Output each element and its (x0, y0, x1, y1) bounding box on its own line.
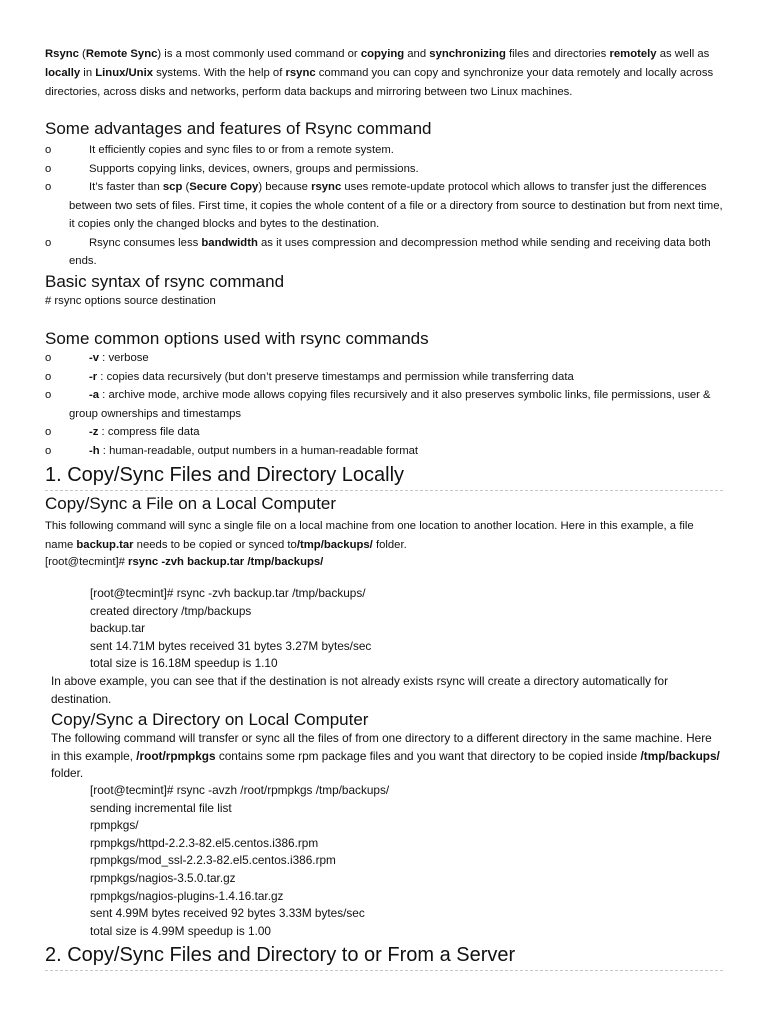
section1-divider (45, 490, 723, 491)
list-item: o -v : verbose (45, 349, 725, 368)
options-heading: Some common options used with rsync commands (45, 329, 429, 348)
code-line: sent 14.71M bytes received 31 bytes 3.27M bytes/sec (90, 638, 372, 653)
section1-sub1-heading: Copy/Sync a File on a Local Computer (45, 494, 337, 513)
code-output-1 (90, 585, 710, 673)
list-item: o Supports copying links, devices, owners, groups and permissions. (45, 160, 725, 179)
list-item: o -r : copies data recursively (but don’t preserve timestamps and permission while transferring data (45, 368, 725, 387)
bullet-icon: o (45, 426, 52, 438)
bullet-icon: o (45, 370, 52, 383)
code-line: [root@tecmint]# rsync -avzh /root/rpmpkgs /tmp/backups/ (90, 783, 390, 797)
syntax-heading: Basic syntax of rsync command (45, 272, 285, 291)
bullet-icon: o (45, 236, 52, 249)
list-item: o -z : compress file data (45, 423, 725, 442)
code-line: rpmpkgs/nagios-plugins-1.4.16.tar.gz (90, 888, 284, 903)
code-line: rpmpkgs/httpd-2.2.3-82.el5.centos.i386.rpm (90, 835, 319, 850)
section1-desc2: The following command will transfer or sync all the files of from one directory to a different directory in the same machine. Here in this example, /root/rpmpkgs contains some rpm package files and you want that directory to be copied inside /tmp/backups/ folder. (51, 731, 720, 781)
list-item: o It efficiently copies and sync files to or from a remote system. (45, 141, 725, 160)
code-line: total size is 16.18M speedup is 1.10 (90, 656, 278, 671)
code-line: rpmpkgs/ (90, 818, 139, 833)
bullet-icon: o (45, 162, 52, 175)
code-line: rpmpkgs/nagios-3.5.0.tar.gz (90, 870, 236, 885)
advantages-list (45, 141, 725, 271)
section1-desc1: This following command will sync a single file on a local machine from one location to another location. Here in this example, a file name backup.tar needs to be copied or synced to/tmp/backups/ folder. (45, 520, 694, 551)
code-line: [root@tecmint]# rsync -zvh backup.tar /tmp/backups/ (90, 586, 366, 600)
advantages-heading: Some advantages and features of Rsync command (45, 119, 432, 138)
section2-heading: 2. Copy/Sync Files and Directory to or From a Server (45, 944, 516, 966)
bullet-icon: o (45, 352, 52, 364)
list-item: o Rsync consumes less bandwidth as it uses compression and decompression method while sending and receiving data both ends. (45, 234, 725, 271)
section2-divider (45, 970, 723, 971)
section1-heading: 1. Copy/Sync Files and Directory Locally (45, 464, 405, 486)
list-item: o -a : archive mode, archive mode allows copying files recursively and it also preserves symbolic links, file permissions, user & group ownerships and timestamps (45, 386, 725, 423)
term-rsync: Rsync (45, 48, 79, 60)
section1-cmd1: [root@tecmint]# rsync -zvh backup.tar /tmp/backups/ (45, 556, 324, 568)
list-item: o It’s faster than scp (Secure Copy) because rsync uses remote-update protocol which allows to transfer just the differences between two sets of files. First time, it copies the whole content of a file or a directory from source to destination but from next time, it copies only the changed blocks and bytes to the destination. (45, 178, 725, 234)
bullet-icon: o (45, 444, 52, 457)
list-item: o -h : human-readable, output numbers in a human-readable format (45, 442, 725, 461)
section1-sub2-heading: Copy/Sync a Directory on Local Computer (51, 710, 369, 729)
code-line: sending incremental file list (90, 800, 232, 815)
code-line: total size is 4.99M speedup is 1.00 (90, 923, 271, 938)
bullet-icon: o (45, 144, 52, 156)
section1-note1: In above example, you can see that if the destination is not already exists rsync will create a directory automatically for destination. (51, 674, 669, 706)
bullet-icon: o (45, 181, 52, 193)
code-line: backup.tar (90, 621, 146, 636)
term-remote-sync: Remote Sync (85, 48, 158, 60)
code-line: rpmpkgs/mod_ssl-2.2.3-82.el5.centos.i386.rpm (90, 853, 336, 868)
bullet-icon: o (45, 389, 52, 401)
options-list (45, 349, 725, 460)
code-line: sent 4.99M bytes received 92 bytes 3.33M bytes/sec (90, 906, 365, 921)
syntax-line: # rsync options source destination (45, 295, 216, 307)
intro-paragraph: Rsync (Remote Sync) is a most commonly used command or copying and synchronizing files and directories remotely as well as locally in Linux/Unix systems. With the help of rsync command you can copy and synchronize your data remotely and locally across directories, across disks and networks, perform data backups and mirroring between two Linux machines. (45, 48, 714, 98)
code-output-2 (90, 782, 710, 940)
code-line: created directory /tmp/backups (90, 603, 252, 618)
